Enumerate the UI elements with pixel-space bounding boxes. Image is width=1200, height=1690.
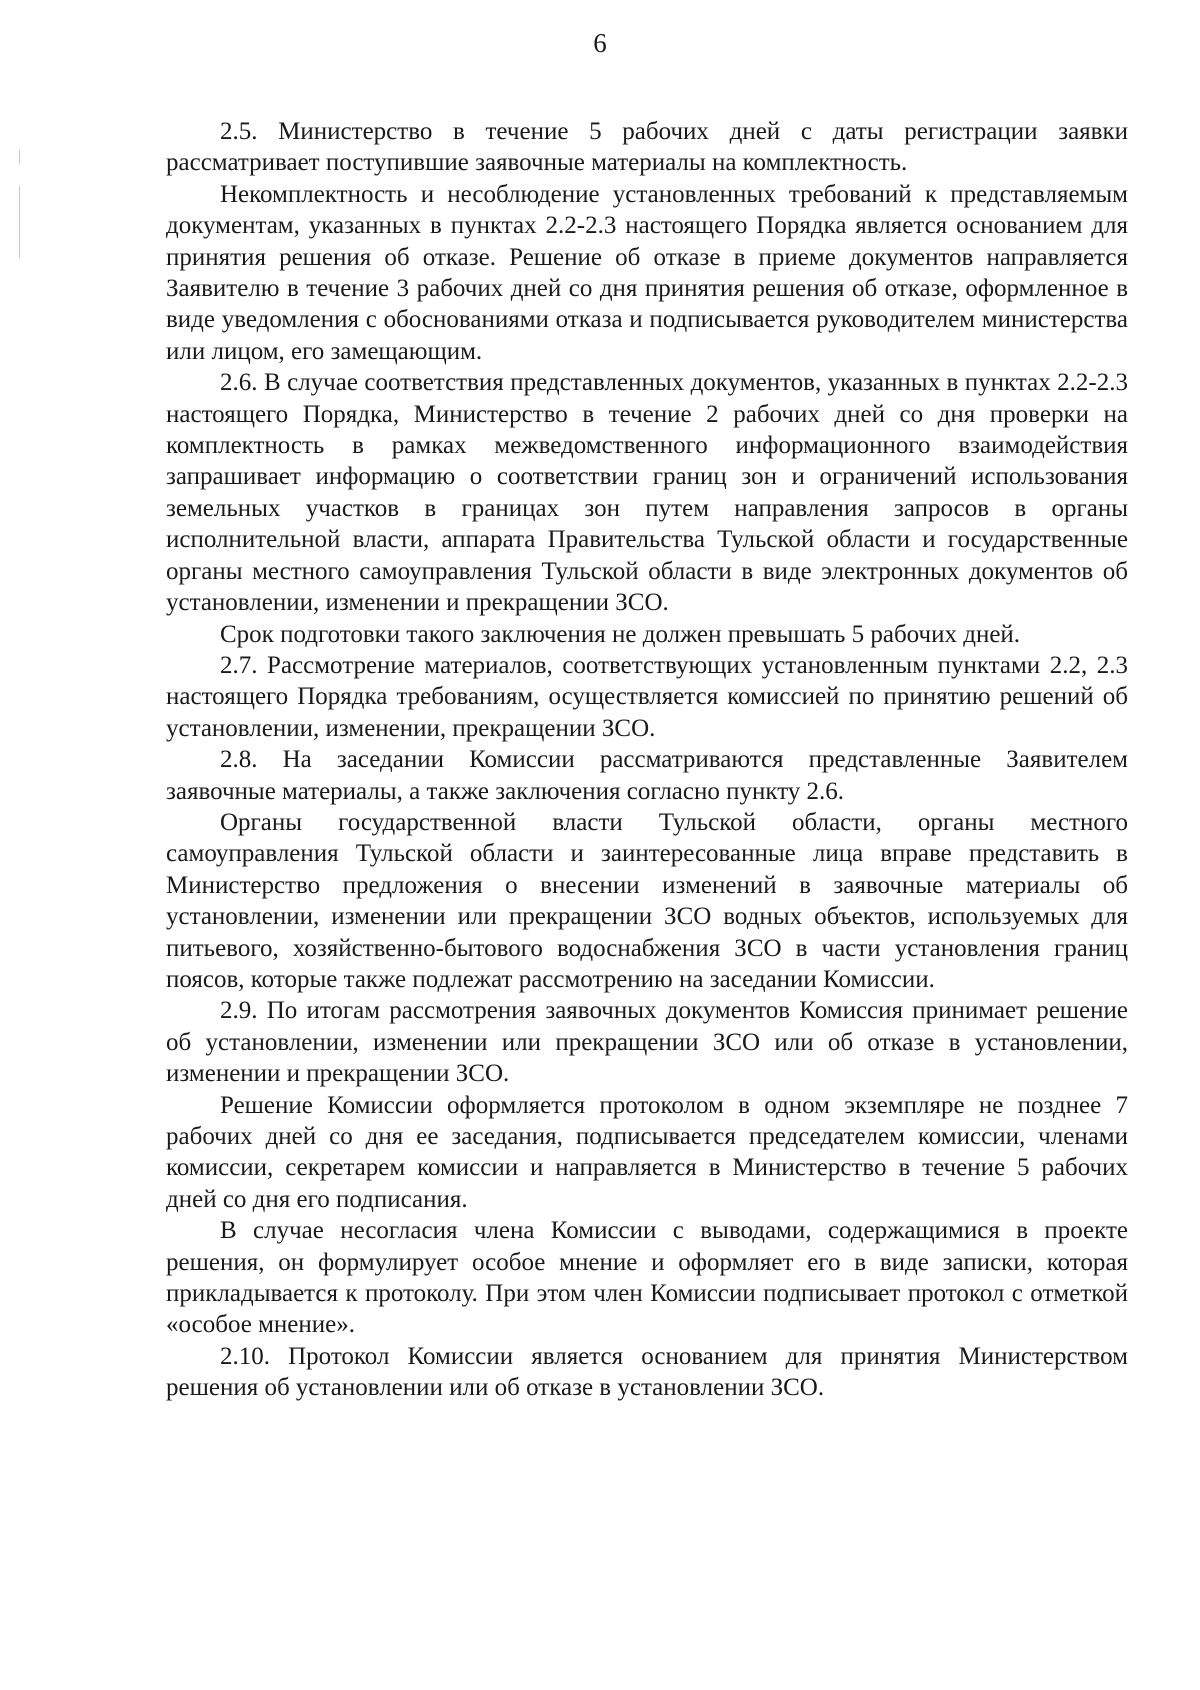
paragraph-2-5: 2.5. Министерство в течение 5 рабочих дней с даты регистрации заявки рассматривает поступившие заявочные материалы на комплектность. [166, 118, 1128, 177]
paragraph-2-9-protocol: Решение Комиссии оформляется протоколом в одном экземпляре не позднее 7 рабочих дней со дня ее заседания, подписывается председателем комиссии, членами комиссии, секретарем комиссии и направляется в Министерство в течение 5 рабочих дней со дня его подписания. [166, 1091, 1128, 1213]
scan-artifact-line [19, 186, 20, 258]
document-body [166, 116, 1128, 1404]
scan-artifact-line [19, 150, 20, 164]
paragraph-2-8-proposals: Органы государственной власти Тульской области, органы местного самоуправления Тульской области и заинтересованные лица вправе представить в Министерство предложения о внесении изменений в заявочные материалы об установлении, изменении или прекращении ЗСО водных объектов, используемых для питьевого, хозяйственно-бытового водоснабжения ЗСО в части установления границ поясов, которые также подлежат рассмотрению на заседании Комиссии. [166, 808, 1128, 993]
paragraph-2-9: 2.9. По итогам рассмотрения заявочных документов Комиссия принимает решение об установлении, изменении или прекращении ЗСО или об отказе в установлении, изменении и прекращении ЗСО. [166, 997, 1128, 1088]
paragraph-2-8: 2.8. На заседании Комиссии рассматриваются представленные Заявителем заявочные материалы, а также заключения согласно пункту 2.6. [166, 746, 1128, 805]
paragraph-2-10: 2.10. Протокол Комиссии является основанием для принятия Министерством решения об установлении или об отказе в установлении ЗСО. [166, 1342, 1128, 1402]
paragraph-2-7: 2.7. Рассмотрение материалов, соответствующих установленным пунктами 2.2, 2.3 настоящего Порядка требованиям, осуществляется комиссией по принятию решений об установлении, изменении, прекращении ЗСО. [166, 651, 1128, 742]
paragraph-2-6: 2.6. В случае соответствия представленных документов, указанных в пунктах 2.2-2.3 настоящего Порядка, Министерство в течение 2 рабочих дней со дня проверки на комплектность в рамках межведомственного информационного взаимодействия запрашивает информацию о соответствии границ зон и ограничений использования земельных участков в границах зон путем направления запросов в органы исполнительной власти, аппарата Правительства Тульской области и государственные органы местного самоуправления Тульской области в виде электронных документов об установлении, изменении и прекращении ЗСО. [166, 369, 1128, 617]
paragraph-2-5-incompleteness: Некомплектность и несоблюдение установленных требований к представляемым документам, указанных в пунктах 2.2-2.3 настоящего Порядка является основанием для принятия решения об отказе. Решение об отказе в приеме документов направляется Заявителю в течение 3 рабочих дней со дня принятия решения об отказе, оформленное в виде уведомления с обоснованиями отказа и подписывается руководителем министерства или лицом, его замещающим. [166, 180, 1128, 365]
paragraph-2-6-deadline: Срок подготовки такого заключения не должен превышать 5 рабочих дней. [220, 620, 1021, 648]
paragraph-2-9-dissent: В случае несогласия члена Комиссии с выводами, содержащимися в проекте решения, он формулирует особое мнение и оформляет его в виде записки, которая прикладывается к протоколу. При этом член Комиссии подписывает протокол с отметкой «особое мнение». [166, 1217, 1128, 1339]
page-number: 6 [593, 28, 607, 58]
